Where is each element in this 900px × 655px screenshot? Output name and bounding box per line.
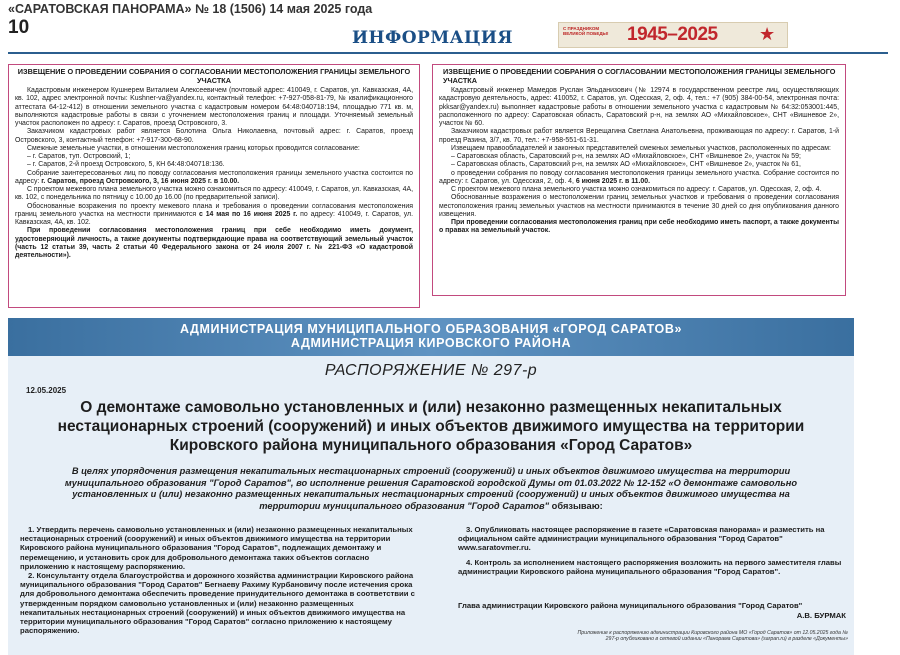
notice-left-meeting-text: Собрание заинтересованных лиц по поводу согласования местоположения границы земельного участка состоится по адресу: xyxy=(15,169,413,185)
victory-banner xyxy=(558,22,788,48)
order-item-4: 4. Контроль за исполнением настоящего распоряжения возложить на первого заместителя главы администрации Кировского района муниципального образования "Город Саратов". xyxy=(458,557,842,576)
notice-right-paragraph: – Саратовская область, Саратовский р-н, на землях АО «Михайловское», СНТ «Вишневое 2», участок № 61, xyxy=(451,161,801,169)
notice-right-title: ИЗВЕЩЕНИЕ О ПРОВЕДЕНИИ СОБРАНИЯ О СОГЛАСОВАНИИ МЕСТОПОЛОЖЕНИЯ ГРАНИЦЫ ЗЕМЕЛЬНОГО УЧАСТКА xyxy=(443,67,836,85)
notice-right-paragraph xyxy=(439,170,839,187)
notice-left-paragraph: С проектом межевого плана земельного участка можно ознакомиться по адресу: 410049, г. Саратов, ул. Кавказская, 4А, кв. 102, с понедельника по пятницу с 10.00 до 16.00 (по предварительной записи). xyxy=(15,186,413,202)
signer-role: Глава администрации Кировского района муниципального образования "Город Саратов" xyxy=(458,601,803,610)
order-date: 12.05.2025 xyxy=(26,386,67,395)
order-title: РАСПОРЯЖЕНИЕ № 297-р xyxy=(324,362,538,379)
notice-right-paragraph: Извещаем правообладателей и законных представителей смежных земельных участков, расположенных по адресам: xyxy=(451,144,831,152)
notice-right-paragraph: – Саратовская область, Саратовский р-н, на землях АО «Михайловское», СНТ «Вишневое 2», участок № 59; xyxy=(451,153,801,161)
order-preamble xyxy=(48,466,814,512)
preamble-text: В целях упорядочения размещения некапитальных нестационарных строений (сооружений) и иных объектов движимого имущества на территории муниципального образования "Город Саратов", во исполнение решения Саратовской городской Думы от 01.03.2022 № 12-152 «О демонтаже самовольно установленных и (или) незаконно размещенных некапитальных нестационарных строений (сооружений) и иных объектов движимого имущества на территории муниципального образования "Город Саратов" xyxy=(64,466,798,511)
order-item-3: 3. Опубликовать настоящее распоряжение в газете «Саратовская панорама» и разместить на официальном сайте администрации муниципального образования "Город Саратов" www.saratovmer.ru. xyxy=(458,525,825,553)
notice-left-objections-text: Обоснованные возражения по проекту межевого плана и требования о проведении согласования местоположения границ земельного участка на местности принимаются xyxy=(15,202,413,218)
notice-left-paragraph: – г. Саратов, туп. Островский, 1; xyxy=(27,153,131,161)
victory-years: 1945–2025 xyxy=(627,24,718,45)
page-number: 10 xyxy=(8,17,30,38)
notice-left-paragraph: – г. Саратов, 2-й проезд Островского, 5, КН 64:48:040718:136. xyxy=(27,161,225,169)
admin-header-line2: АДМИНИСТРАЦИЯ КИРОВСКОГО РАЙОНА xyxy=(290,336,572,350)
notice-right-documents: При проведении согласования местоположения границ при себе необходимо иметь паспорт, а также документы о правах на земельный участок. xyxy=(439,219,839,235)
admin-order-section xyxy=(8,318,854,655)
masthead: «САРАТОВСКАЯ ПАНОРАМА» № 18 (1506) 14 мая 2025 года xyxy=(8,2,373,16)
signer-name: А.В. БУРМАК xyxy=(796,610,846,620)
preamble-obligation: обязываю: xyxy=(551,500,603,511)
notice-left-paragraph xyxy=(15,203,413,228)
notice-left-objections-period: с 14 мая по 16 июня 2025 г. xyxy=(199,210,298,218)
notice-left-meeting-date: г. Саратов, проезд Островского, 3, 16 июня 2025 г. в 10.00. xyxy=(41,177,240,185)
admin-header-line1: АДМИНИСТРАЦИЯ МУНИЦИПАЛЬНОГО ОБРАЗОВАНИЯ «ГОРОД САРАТОВ» xyxy=(179,322,683,336)
notice-left-objections-address: по адресу: 410049, г. Саратов, ул. Кавказская, 4А, кв. 102. xyxy=(15,210,413,227)
order-column-left xyxy=(20,525,415,635)
notice-left-title: ИЗВЕЩЕНИЕ О ПРОВЕДЕНИИ СОБРАНИЯ О СОГЛАСОВАНИИ МЕСТОПОЛОЖЕНИЯ ГРАНИЦЫ ЗЕМЕЛЬНОГО УЧАСТКА xyxy=(17,67,411,85)
notice-right-meeting-text: о проведении собрания по поводу согласования местоположения границы земельного участка. Собрание состоится по адресу: г. Саратов, ул. Одесская, 2, оф. 4, xyxy=(439,169,839,185)
notice-right-meeting-date: 6 июня 2025 г. в 11.00. xyxy=(575,177,650,185)
order-item-1: 1. Утвердить перечень самовольно установленных и (или) незаконно размещенных некапитальных нестационарных строений (сооружений) и иных объектов движимого имущества на территории Кировского района муниципального образования "Город Саратов", подлежащих демонтажу и перемещению, и установить срок для добровольного демонтажа таких объектов согласно приложению к настоящему распоряжению. xyxy=(20,525,413,571)
notice-left-documents: При проведении согласования местоположения границ при себе необходимо иметь документ, удостоверяющий личность, а также документы подтверждающие права на соответствующий земельный участок (часть 12 статьи 39, часть 2 статьи 40 Федерального закона от 24 июля 2007 г. № 221-ФЗ «О кадастровой деятельности»). xyxy=(15,227,413,260)
star-icon: ★ xyxy=(759,24,776,44)
notice-left-paragraph: Смежные земельные участки, в отношении местоположения границ которых проводится согласование: xyxy=(27,144,360,152)
order-column-right xyxy=(458,525,848,581)
signature-block xyxy=(458,601,846,620)
notice-left xyxy=(8,64,420,308)
notice-left-paragraph: Кадастровым инженером Кушнерем Виталием Алексеевичем (почтовый адрес: 410049, г. Саратов, ул. Кавказская, 4А, кв. 102, адрес электронной почты: Kushner-va@yandex.ru, контактный телефон: +7-927-058-81-79, № квалификационного аттестата 64-12-412) в отношении земельного участка с кадастровым номером 64:48:040718:194, площадью 771 кв. м, выполняются кадастровые работы в связи с уточнением местоположения границ и площади. Уточняемый земельный участок расположен по адресу: г. Саратов, проезд Островского, 3. xyxy=(15,87,413,128)
notice-left-paragraph: Заказчиком кадастровых работ является Болотина Ольга Николаевна, почтовый адрес: г. Саратов, проезд Островского, 3, контактный телефон: +7-917-300-68-90. xyxy=(15,128,413,144)
victory-caption: С ПРАЗДНИКОМ ВЕЛИКОЙ ПОБЕДЫ! xyxy=(563,26,609,36)
header-divider xyxy=(8,52,888,54)
notice-right-paragraph: Обоснованные возражения о местоположении границ земельных участков и требования о проведении согласования местоположения границ земельных участков на местности принимаются в течение 30 дней со дня опубликования данного извещения. xyxy=(439,194,839,218)
order-item-2: 2. Консультанту отдела благоустройства и дорожного хозяйства администрации Кировского района муниципального образования "Город Саратов" Бегнаеву Рахиму Курбановичу после истечения срока для добровольного демонтажа обеспечить проведение принудительного демонтажа в соответствии с утвержденным порядком самовольно установленных и (или) незаконно размещенных некапитальных нестационарных строений (сооружений) и иных объектов движимого имущества на территории муниципального образования "Город Саратов" согласно приложению к настоящему распоряжению. xyxy=(20,571,415,636)
section-title: ИНФОРМАЦИЯ xyxy=(352,28,513,48)
notice-right-paragraph: С проектом межевого плана земельного участка можно ознакомиться по адресу: г. Саратов, ул. Одесская, 2, оф. 4. xyxy=(451,186,822,194)
admin-header xyxy=(8,318,854,356)
notice-left-paragraph xyxy=(15,170,413,187)
annex-note: Приложение к распоряжению администрации Кировского района МО «Город Саратов» от 12.05.2025 года № 297-р опубликовано в сетевой издании «Панорама Саратова» (sarpan.ru) в разделе «Документы» xyxy=(577,630,848,643)
notice-right-paragraph: Заказчиком кадастровых работ является Верещагина Светлана Анатольевна, проживающая по адресу: г. Саратов, 1-й проезд Разина, 3/7, кв. 70, тел.: +7-958-551-61-31. xyxy=(439,128,839,144)
notice-right-paragraph: Кадастровый инженер Мамедов Руслан Эльданизович (№ 12974 в государственном реестре лиц, осуществляющих кадастровую деятельность, адрес: 410052, г. Саратов, ул. Одесская, 2, оф. 4, тел.: +7 (905) 384-00-54, электронная почта: pkksar@yandex.ru) выполняет кадастровые работы в отношении земельного участка с кадастровым № 64:32:053001:445, расположенного по адресу: Саратовская область, Саратовский р-н, на землях АО «Михайловское», СНТ «Вишневое 2», участок № 60. xyxy=(439,87,839,128)
order-subject: О демонтаже самовольно установленных и (или) незаконно размещенных некапитальных нестационарных строений (сооружений) и иных объектов движимого имущества на территории Кировского района муниципального образования «Город Саратов» xyxy=(57,399,805,454)
notice-right xyxy=(432,64,846,296)
